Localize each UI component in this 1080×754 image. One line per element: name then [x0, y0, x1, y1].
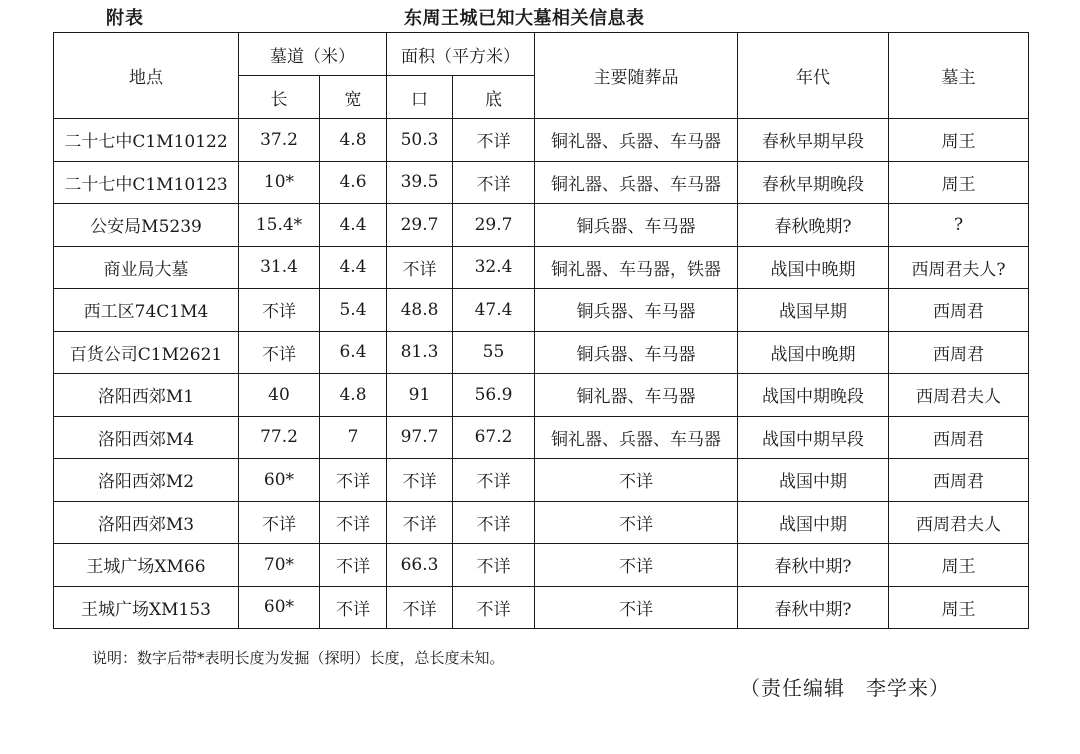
appendix-label: 附表: [106, 8, 144, 29]
table-row: [54, 289, 1029, 332]
header-area: 面积（平方米）: [387, 33, 535, 76]
cell-width: 不详: [320, 501, 387, 544]
cell-width: 4.6: [320, 161, 387, 204]
cell-width: 5.4: [320, 289, 387, 332]
cell-owner: 周王: [889, 544, 1029, 587]
cell-goods: 铜兵器、车马器: [535, 289, 738, 332]
cell-mouth: 66.3: [387, 544, 453, 587]
cell-mouth: 48.8: [387, 289, 453, 332]
cell-goods: 铜兵器、车马器: [535, 331, 738, 374]
cell-length: 10*: [239, 161, 320, 204]
cell-owner: 西周君: [889, 331, 1029, 374]
header-owner: 墓主: [889, 33, 1029, 119]
cell-length: 60*: [239, 586, 320, 629]
cell-period: 春秋早期早段: [738, 119, 889, 162]
cell-goods: 铜兵器、车马器: [535, 204, 738, 247]
tomb-info-table: [53, 32, 1029, 629]
cell-period: 战国中期: [738, 501, 889, 544]
cell-owner: 西周君: [889, 459, 1029, 502]
cell-owner: 西周君: [889, 289, 1029, 332]
cell-owner: ?: [889, 204, 1029, 247]
cell-length: 40: [239, 374, 320, 417]
table-row: [54, 204, 1029, 247]
cell-mouth: 不详: [387, 501, 453, 544]
header-passage: 墓道（米）: [239, 33, 387, 76]
cell-owner: 西周君夫人: [889, 374, 1029, 417]
cell-location: 二十七中C1M10122: [54, 119, 239, 162]
cell-period: 战国中期晚段: [738, 374, 889, 417]
cell-length: 70*: [239, 544, 320, 587]
cell-goods: 铜礼器、车马器，铁器: [535, 246, 738, 289]
cell-location: 洛阳西郊M1: [54, 374, 239, 417]
editor-credit: （责任编辑 李学来）: [740, 676, 950, 700]
cell-goods: 铜礼器、兵器、车马器: [535, 416, 738, 459]
cell-length: 77.2: [239, 416, 320, 459]
table-row: [54, 374, 1029, 417]
cell-bottom: 29.7: [453, 204, 535, 247]
cell-width: 不详: [320, 544, 387, 587]
header-goods: 主要随葬品: [535, 33, 738, 119]
cell-goods: 不详: [535, 544, 738, 587]
cell-length: 不详: [239, 289, 320, 332]
cell-bottom: 56.9: [453, 374, 535, 417]
cell-location: 商业局大墓: [54, 246, 239, 289]
cell-length: 60*: [239, 459, 320, 502]
cell-mouth: 81.3: [387, 331, 453, 374]
cell-period: 春秋早期晚段: [738, 161, 889, 204]
cell-width: 4.8: [320, 119, 387, 162]
cell-bottom: 67.2: [453, 416, 535, 459]
cell-bottom: 55: [453, 331, 535, 374]
cell-bottom: 32.4: [453, 246, 535, 289]
cell-owner: 周王: [889, 119, 1029, 162]
cell-width: 不详: [320, 459, 387, 502]
cell-owner: 西周君: [889, 416, 1029, 459]
cell-location: 洛阳西郊M4: [54, 416, 239, 459]
cell-location: 西工区74C1M4: [54, 289, 239, 332]
cell-bottom: 不详: [453, 544, 535, 587]
cell-period: 春秋中期?: [738, 544, 889, 587]
footnote: 说明：数字后带*表明长度为发掘（探明）长度，总长度未知。: [92, 649, 505, 667]
cell-mouth: 39.5: [387, 161, 453, 204]
cell-bottom: 不详: [453, 161, 535, 204]
cell-goods: 铜礼器、兵器、车马器: [535, 119, 738, 162]
header-length: 长: [239, 76, 320, 119]
cell-width: 7: [320, 416, 387, 459]
table-body: [54, 119, 1029, 629]
table-row: [54, 161, 1029, 204]
cell-width: 4.8: [320, 374, 387, 417]
table-row: [54, 331, 1029, 374]
cell-period: 战国中晚期: [738, 246, 889, 289]
cell-period: 战国中期早段: [738, 416, 889, 459]
cell-mouth: 不详: [387, 586, 453, 629]
cell-mouth: 91: [387, 374, 453, 417]
cell-mouth: 97.7: [387, 416, 453, 459]
cell-width: 4.4: [320, 204, 387, 247]
cell-owner: 周王: [889, 161, 1029, 204]
cell-mouth: 不详: [387, 459, 453, 502]
table-row: [54, 416, 1029, 459]
table-row: [54, 586, 1029, 629]
header-period: 年代: [738, 33, 889, 119]
cell-goods: 铜礼器、兵器、车马器: [535, 161, 738, 204]
table-row: [54, 544, 1029, 587]
cell-width: 不详: [320, 586, 387, 629]
table-row: [54, 246, 1029, 289]
table-row: [54, 501, 1029, 544]
cell-period: 战国中晚期: [738, 331, 889, 374]
cell-location: 公安局M5239: [54, 204, 239, 247]
cell-length: 不详: [239, 501, 320, 544]
table-row: [54, 459, 1029, 502]
cell-bottom: 不详: [453, 586, 535, 629]
cell-period: 春秋中期?: [738, 586, 889, 629]
cell-period: 战国早期: [738, 289, 889, 332]
cell-length: 15.4*: [239, 204, 320, 247]
table-title: 东周王城已知大墓相关信息表: [404, 8, 645, 29]
cell-bottom: 不详: [453, 459, 535, 502]
table-row: [54, 119, 1029, 162]
cell-owner: 周王: [889, 586, 1029, 629]
cell-location: 王城广场XM153: [54, 586, 239, 629]
cell-owner: 西周君夫人: [889, 501, 1029, 544]
cell-goods: 铜礼器、车马器: [535, 374, 738, 417]
cell-bottom: 47.4: [453, 289, 535, 332]
cell-location: 洛阳西郊M3: [54, 501, 239, 544]
cell-location: 洛阳西郊M2: [54, 459, 239, 502]
cell-owner: 西周君夫人?: [889, 246, 1029, 289]
cell-location: 王城广场XM66: [54, 544, 239, 587]
cell-location: 百货公司C1M2621: [54, 331, 239, 374]
cell-goods: 不详: [535, 501, 738, 544]
cell-goods: 不详: [535, 459, 738, 502]
cell-bottom: 不详: [453, 119, 535, 162]
cell-location: 二十七中C1M10123: [54, 161, 239, 204]
cell-width: 6.4: [320, 331, 387, 374]
cell-length: 37.2: [239, 119, 320, 162]
header-location: 地点: [54, 33, 239, 119]
cell-width: 4.4: [320, 246, 387, 289]
header-bottom: 底: [453, 76, 535, 119]
header-width: 宽: [320, 76, 387, 119]
cell-period: 春秋晚期?: [738, 204, 889, 247]
cell-length: 不详: [239, 331, 320, 374]
cell-period: 战国中期: [738, 459, 889, 502]
header-mouth: 口: [387, 76, 453, 119]
cell-mouth: 29.7: [387, 204, 453, 247]
cell-bottom: 不详: [453, 501, 535, 544]
cell-length: 31.4: [239, 246, 320, 289]
cell-goods: 不详: [535, 586, 738, 629]
cell-mouth: 50.3: [387, 119, 453, 162]
cell-mouth: 不详: [387, 246, 453, 289]
